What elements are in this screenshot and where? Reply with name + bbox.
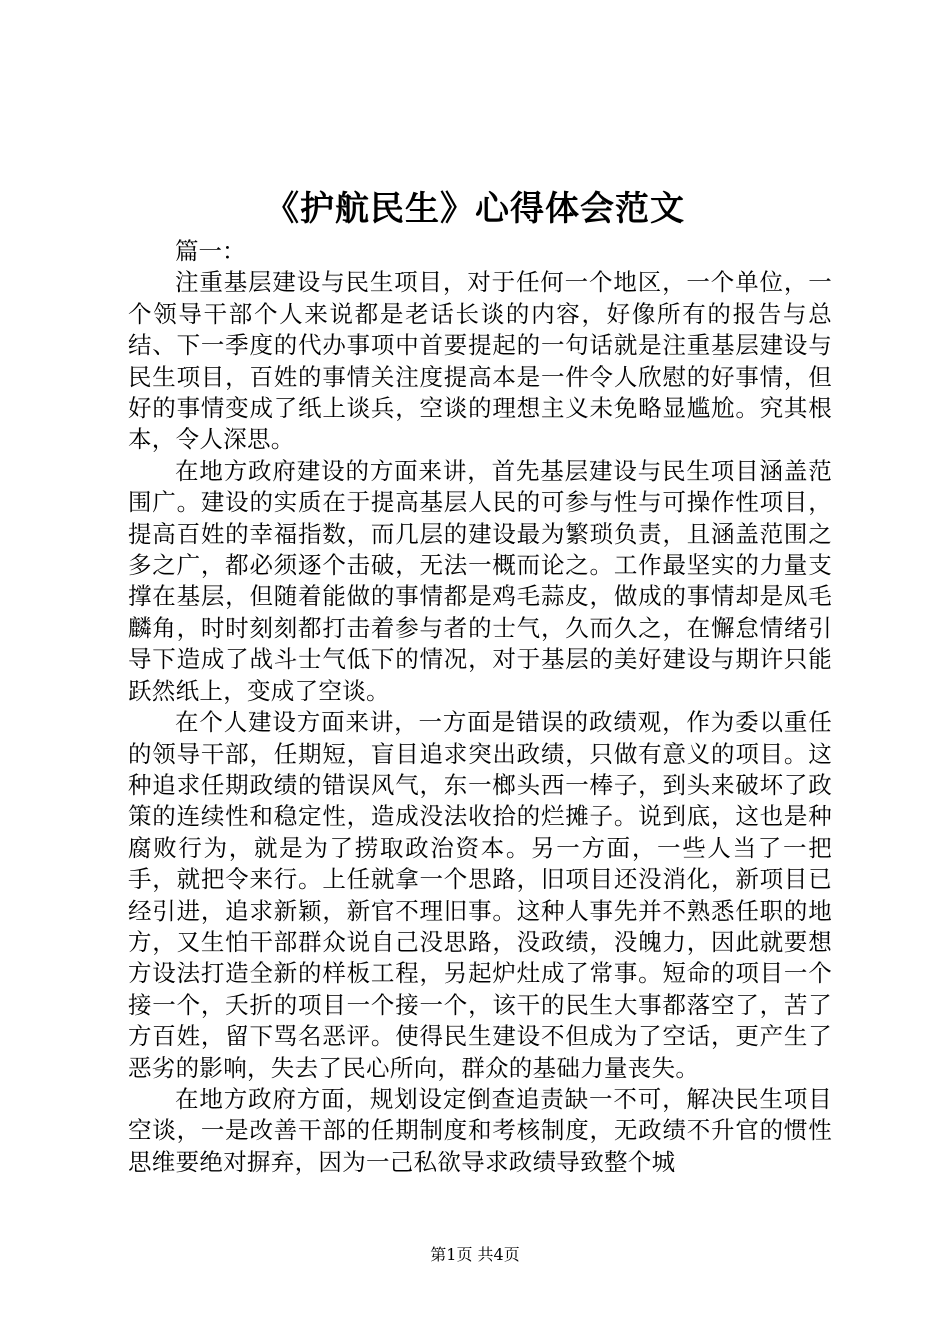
paragraph-2: 在地方政府建设的方面来讲，首先基层建设与民生项目涵盖范围广。建设的实质在于提高基层人民的可参与性与可操作性项目，提高百姓的幸福指数，而几层的建设最为繁琐负责，且涵盖范围之多之广，都必须逐个击破，无法一概而论之。工作最坚实的力量支撑在基层，但随着能做的事情都是鸡毛蒜皮，做成的事情却是凤毛麟角，时时刻刻都打击着参与者的士气，久而久之，在懈怠情绪引导下造成了战斗士气低下的情况，对于基层的美好建设与期许只能跃然纸上，变成了空谈。 xyxy=(128,456,832,705)
paragraph-3: 在个人建设方面来讲，一方面是错误的政绩观，作为委以重任的领导干部，任期短，盲目追求突出政绩，只做有意义的项目。这种追求任期政绩的错误风气，东一榔头西一棒子，到头来破坏了政策的连续性和稳定性，造成没法收拾的烂摊子。说到底，这也是种腐败行为，就是为了捞取政治资本。另一方面，一些人当了一把手，就把令来行。上任就拿一个思路，旧项目还没消化，新项目已经引进，追求新颖，新官不理旧事。这种人事先并不熟悉任职的地方，又生怕干部群众说自己没思路，没政绩，没魄力，因此就要想方设法打造全新的样板工程，另起炉灶成了常事。短命的项目一个接一个，夭折的项目一个接一个，该干的民生大事都落空了，苦了方百姓，留下骂名恶评。使得民生建设不但成为了空话，更产生了恶劣的影响，失去了民心所向，群众的基础力量丧失。 xyxy=(128,708,832,1082)
document-body xyxy=(128,236,832,1178)
paragraph-1: 注重基层建设与民生项目，对于任何一个地区，一个单位，一个领导干部个人来说都是老话长谈的内容，好像所有的报告与总结、下一季度的代办事项中首要提起的一句话就是注重基层建设与民生项目，百姓的事情关注度提高本是一件令人欣慰的好事情，但好的事情变成了纸上谈兵，空谈的理想主义未免略显尴尬。究其根本，令人深思。 xyxy=(128,268,832,454)
paragraph-4: 在地方政府方面，规划设定倒查追责缺一不可，解决民生项目空谈，一是改善干部的任期制度和考核制度，无政绩不升官的惯性思维要绝对摒弃，因为一己私欲导求政绩导致整个城 xyxy=(128,1084,832,1176)
section-label: 篇一： xyxy=(175,237,246,265)
document-title: 《护航民生》心得体会范文 xyxy=(265,189,685,229)
page-footer: 第1页 共4页 xyxy=(430,1245,520,1264)
